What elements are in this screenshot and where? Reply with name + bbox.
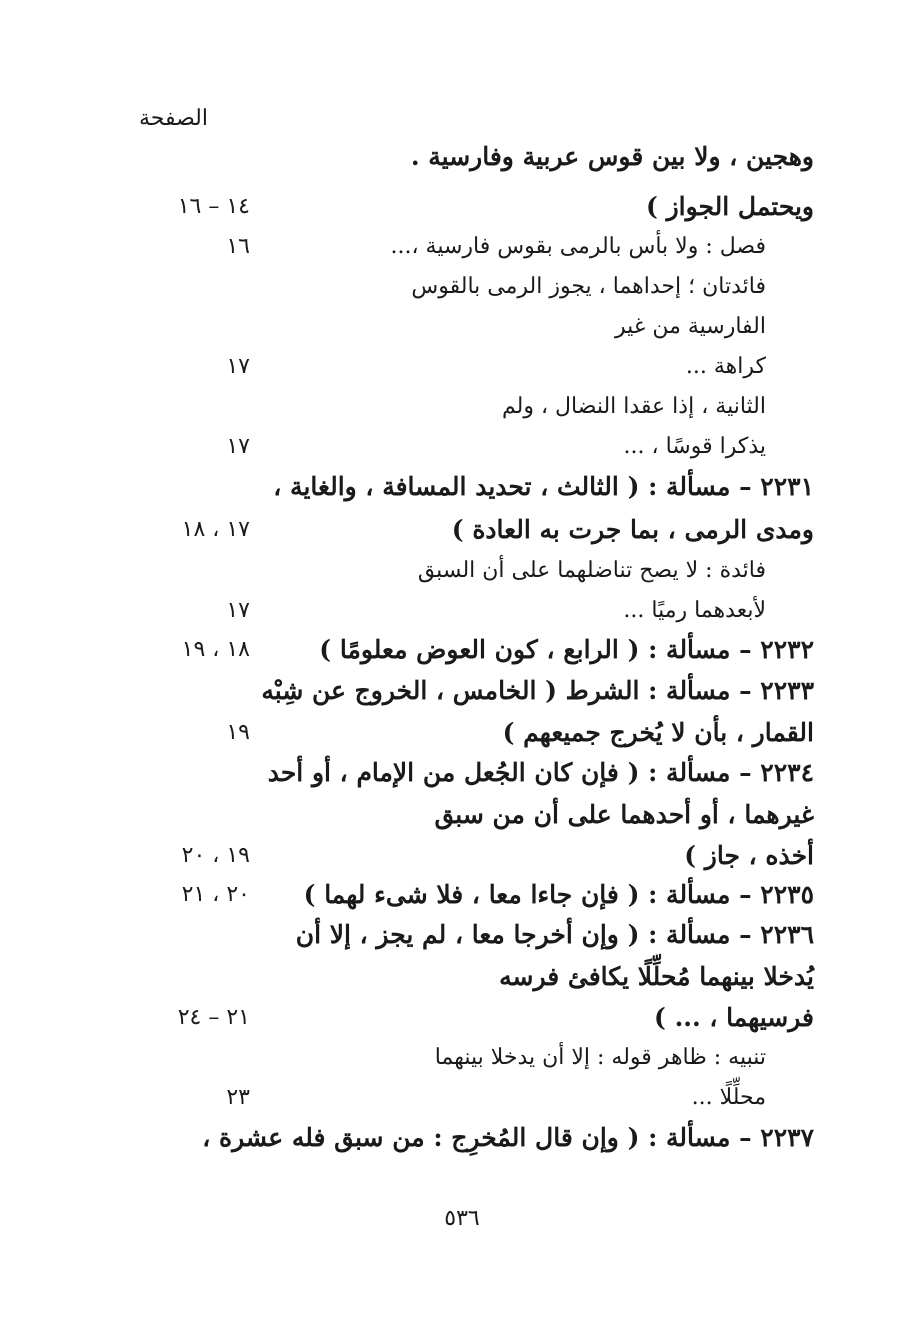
entry-text: تنبيه : ظاهر قوله : إلا أن يدخلا بينهما — [434, 1045, 766, 1070]
entry-text: فائدة : لا يصح تناضلهما على أن السبق — [417, 558, 766, 583]
index-entry — [60, 591, 814, 631]
entry-text: فائدتان ؛ إحداهما ، يجوز الرمى بالقوس — [411, 274, 766, 299]
entry-text: لأبعدهما رميًا ... — [623, 598, 766, 623]
entry-page-ref: ١٧ — [226, 354, 250, 379]
entry-page-ref: ٢١ – ٢٤ — [177, 1005, 250, 1030]
index-entry — [60, 1038, 814, 1078]
entry-text: وهجين ، ولا بين قوس عربية وفارسية . — [410, 142, 814, 171]
index-entry — [60, 510, 814, 550]
index-entry — [60, 957, 814, 997]
entry-text: ٢٢٣٣ – مسألة : الشرط ( الخامس ، الخروج عن شِبْه — [261, 676, 814, 705]
entry-page-ref: ١٧ — [226, 598, 250, 623]
entry-text: ومدى الرمى ، بما جرت به العادة ) — [451, 515, 814, 544]
entry-text: يُدخلا بينهما مُحلِّلًا يكافئ فرسه — [499, 962, 814, 991]
entry-page-ref: ١٩ — [226, 720, 250, 745]
index-entry — [60, 1118, 814, 1158]
index-entry — [60, 307, 814, 347]
index-entry — [60, 551, 814, 591]
index-entry — [60, 915, 814, 955]
index-entry — [60, 753, 814, 793]
entry-page-ref: ١٧ — [226, 434, 250, 459]
entry-text: ٢٢٣٧ – مسألة : ( وإن قال المُخرِج : من سبق فله عشرة ، — [202, 1123, 814, 1152]
entry-text: الفارسية من غير — [615, 314, 766, 339]
index-entry — [60, 387, 814, 427]
entry-text: فرسيهما ، ... ) — [654, 1003, 814, 1032]
index-entry — [60, 187, 814, 227]
entry-text: الثانية ، إذا عقدا النضال ، ولم — [502, 394, 766, 419]
entry-text: غيرهما ، أو أحدهما على أن من سبق — [434, 800, 814, 829]
entry-text: ٢٢٣٥ – مسألة : ( فإن جاءا معا ، فلا شىء لهما ) — [303, 880, 814, 909]
index-entry — [60, 630, 814, 670]
index-entry — [60, 227, 814, 267]
entry-page-ref: ٢٣ — [226, 1085, 250, 1110]
page-number: ٥٣٦ — [444, 1206, 480, 1231]
index-entry — [60, 795, 814, 835]
entry-text: فصل : ولا بأس بالرمى بقوس فارسية ،... — [390, 234, 766, 259]
index-entry — [60, 998, 814, 1038]
index-entry — [60, 427, 814, 467]
entry-page-ref: ١٤ – ١٦ — [177, 194, 250, 219]
entry-page-ref: ١٨ ، ١٩ — [181, 637, 250, 662]
entry-text: ٢٢٣٤ – مسألة : ( فإن كان الجُعل من الإمام ، أو أحد — [267, 758, 814, 787]
index-entry — [60, 713, 814, 753]
entry-text: ٢٢٣٦ – مسألة : ( وإن أخرجا معا ، لم يجز ، إلا أن — [295, 920, 814, 949]
entry-page-ref: ١٦ — [226, 234, 250, 259]
entry-text: محلِّلًا ... — [691, 1085, 766, 1110]
entry-text: أخذه ، جاز ) — [684, 841, 814, 870]
entry-text: كراهة ... — [685, 354, 766, 379]
entry-text: ٢٢٣٢ – مسألة : ( الرابع ، كون العوض معلومًا ) — [319, 635, 814, 664]
entry-page-ref: ١٧ ، ١٨ — [181, 517, 250, 542]
index-entry — [60, 267, 814, 307]
index-entry — [60, 137, 814, 177]
index-entry — [60, 1078, 814, 1118]
entry-text: ويحتمل الجواز ) — [646, 192, 814, 221]
entry-text: يذكرا قوسًا ، ... — [623, 434, 766, 459]
index-entry — [60, 347, 814, 387]
index-entry — [60, 875, 814, 915]
entry-page-ref: ٢٠ ، ٢١ — [181, 882, 250, 907]
index-entry — [60, 467, 814, 507]
index-entry — [60, 671, 814, 711]
entry-text: ٢٢٣١ – مسألة : ( الثالث ، تحديد المسافة ، والغاية ، — [273, 472, 814, 501]
index-entry — [60, 836, 814, 876]
entry-page-ref: ١٩ ، ٢٠ — [181, 843, 250, 868]
page-column-header: الصفحة — [138, 106, 208, 131]
entry-text: القمار ، بأن لا يُخرج جميعهم ) — [502, 718, 814, 747]
